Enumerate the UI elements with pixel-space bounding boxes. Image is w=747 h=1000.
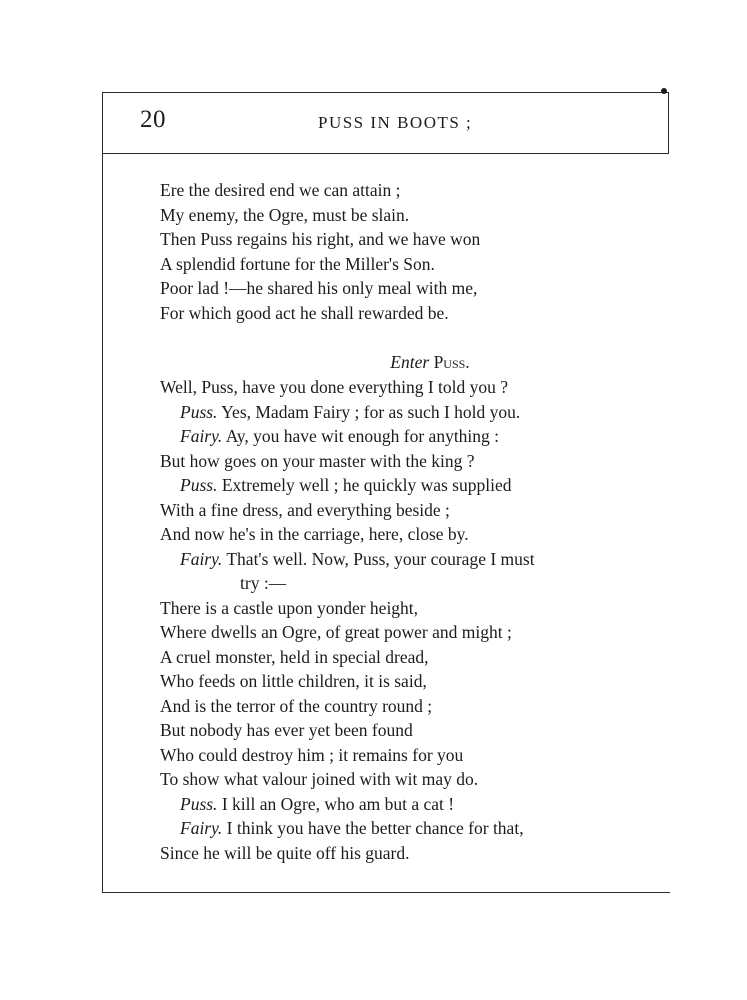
page-frame-right-border bbox=[668, 92, 669, 154]
speech-line bbox=[160, 547, 660, 572]
verse-line: There is a castle upon yonder height, bbox=[160, 597, 419, 618]
speaker-name: Fairy. bbox=[180, 818, 223, 838]
speech-line bbox=[160, 473, 660, 498]
verse-line: Ere the desired end we can attain ; bbox=[160, 180, 401, 200]
page-frame-top-border bbox=[102, 92, 668, 93]
verse-line: And is the terror of the country round ; bbox=[160, 695, 433, 716]
speaker-name: Puss. bbox=[180, 793, 218, 814]
speaker-name: Puss. bbox=[180, 475, 218, 495]
verse-line: My enemy, the Ogre, must be slain. bbox=[160, 204, 410, 225]
speech-text: Yes, Madam Fairy ; for as such I hold you. bbox=[217, 401, 521, 422]
verse-line: To show what valour joined with wit may do. bbox=[160, 769, 479, 789]
speech-continuation: try :— bbox=[240, 573, 287, 593]
page-frame-left-border bbox=[102, 92, 103, 892]
speech-line bbox=[160, 424, 660, 449]
stanza-gap bbox=[160, 325, 660, 349]
verse-line: And now he's in the carriage, here, close by. bbox=[160, 524, 469, 544]
stage-direction bbox=[160, 349, 660, 375]
verse-line: A splendid fortune for the Miller's Son. bbox=[160, 253, 435, 274]
speech-text: I kill an Ogre, who am but a cat ! bbox=[217, 793, 455, 814]
speech-text: Extremely well ; he quickly was supplied bbox=[217, 475, 512, 495]
verse-line: For which good act he shall rewarded be. bbox=[160, 302, 449, 323]
speech-line bbox=[160, 792, 660, 817]
verse-line: Where dwells an Ogre, of great power and might ; bbox=[160, 622, 512, 642]
speech-line bbox=[160, 816, 660, 841]
verse-line: Who feeds on little children, it is said, bbox=[160, 671, 427, 691]
stage-direction-character: Puss. bbox=[433, 352, 470, 372]
speaker-name: Fairy. bbox=[180, 426, 223, 446]
speaker-name: Fairy. bbox=[180, 548, 223, 569]
verse-line: But how goes on your master with the king ? bbox=[160, 450, 475, 471]
verse-line: Well, Puss, have you done everything I told you ? bbox=[160, 377, 509, 397]
verse-line: Who could destroy him ; it remains for you bbox=[160, 744, 464, 765]
verse-line: Then Puss regains his right, and we have won bbox=[160, 229, 481, 249]
speaker-name: Puss. bbox=[180, 401, 218, 422]
page-number: 20 bbox=[140, 106, 166, 133]
speech-text: I think you have the better chance for that, bbox=[222, 818, 524, 838]
verse-line: Since he will be quite off his guard. bbox=[160, 842, 410, 863]
stage-direction-verb: Enter bbox=[390, 352, 430, 372]
speech-text: Ay, you have wit enough for anything : bbox=[222, 426, 500, 446]
verse-line: With a fine dress, and everything beside ; bbox=[160, 499, 450, 520]
header-rule bbox=[102, 153, 668, 154]
page-frame-bottom-border bbox=[102, 892, 670, 893]
verse-line: But nobody has ever yet been found bbox=[160, 720, 413, 740]
running-title: PUSS IN BOOTS ; bbox=[318, 113, 473, 132]
play-text bbox=[160, 178, 660, 865]
verse-line: A cruel monster, held in special dread, bbox=[160, 646, 429, 667]
speech-line bbox=[160, 400, 660, 425]
speech-text: That's well. Now, Puss, your courage I must bbox=[222, 548, 535, 569]
verse-line: Poor lad !—he shared his only meal with me, bbox=[160, 278, 478, 298]
frame-corner-ornament bbox=[661, 88, 667, 94]
